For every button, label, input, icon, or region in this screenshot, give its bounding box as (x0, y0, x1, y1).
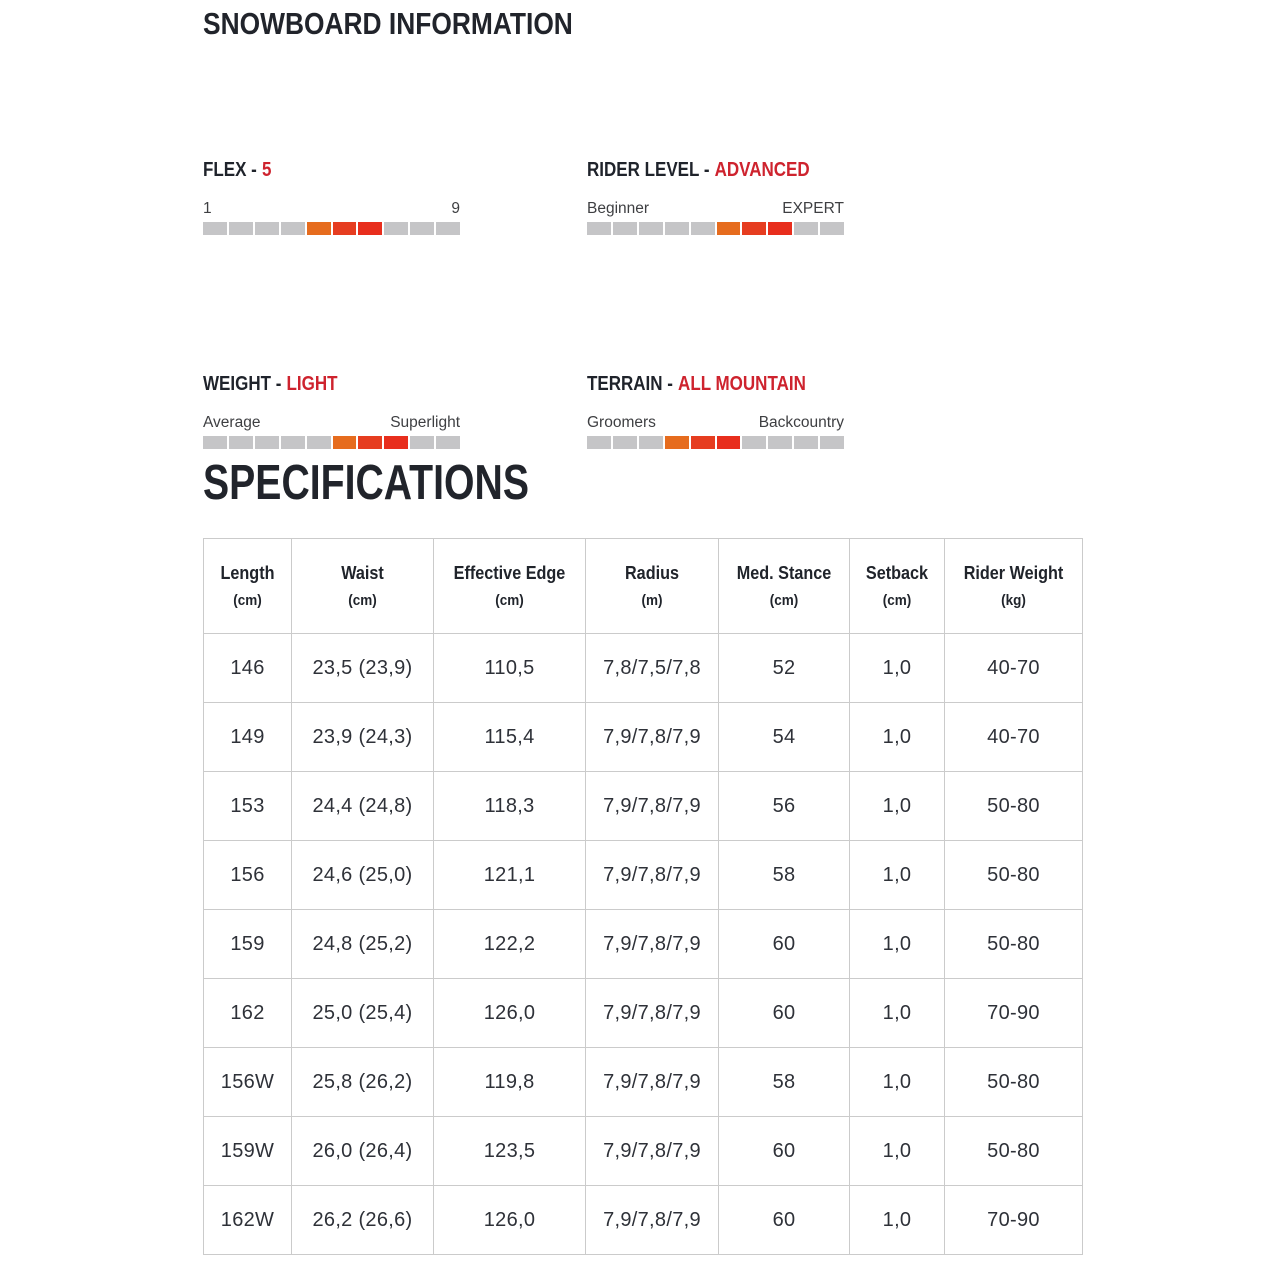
meter-segment (768, 222, 792, 235)
meter-rider-level-scale (587, 200, 844, 218)
table-cell: 25,0 (25,4) (292, 979, 434, 1048)
table-cell: 23,5 (23,9) (292, 634, 434, 703)
specifications-title: SPECIFICATIONS (203, 456, 529, 510)
table-cell: 149 (204, 703, 292, 772)
table-cell: 123,5 (434, 1117, 586, 1186)
table-cell: 60 (719, 1186, 850, 1255)
page-title: SNOWBOARD INFORMATION (203, 6, 573, 41)
table-row (204, 979, 1083, 1048)
table-cell: 1,0 (850, 634, 945, 703)
meter-segment (384, 436, 408, 449)
meter-terrain-value: ALL MOUNTAIN (678, 373, 806, 395)
table-cell: 1,0 (850, 1186, 945, 1255)
col-header-effective-edge: Effective Edge (cm) (434, 539, 586, 634)
table-cell: 7,9/7,8/7,9 (586, 1186, 719, 1255)
meter-rider-level-title (587, 159, 810, 182)
meter-segment (691, 222, 715, 235)
table-cell: 115,4 (434, 703, 586, 772)
meter-segment (717, 436, 741, 449)
table-cell: 7,9/7,8/7,9 (586, 1117, 719, 1186)
table-cell: 40-70 (945, 634, 1083, 703)
spec-table (203, 538, 1083, 1255)
meter-segment (665, 436, 689, 449)
meter-segment (665, 222, 689, 235)
meter-segment (410, 222, 434, 235)
meter-segment (333, 222, 357, 235)
table-cell: 7,9/7,8/7,9 (586, 910, 719, 979)
meter-rider-level (587, 159, 844, 235)
meter-segment (307, 222, 331, 235)
table-cell: 52 (719, 634, 850, 703)
table-row (204, 634, 1083, 703)
meter-segment (281, 436, 305, 449)
meter-terrain-scale (587, 414, 844, 432)
table-row (204, 772, 1083, 841)
table-cell: 24,4 (24,8) (292, 772, 434, 841)
table-cell: 70-90 (945, 979, 1083, 1048)
table-cell: 122,2 (434, 910, 586, 979)
meter-segment (203, 436, 227, 449)
meter-segment (613, 436, 637, 449)
table-cell: 40-70 (945, 703, 1083, 772)
table-cell: 58 (719, 1048, 850, 1117)
table-cell: 156 (204, 841, 292, 910)
meter-flex-scale (203, 200, 460, 218)
meter-flex-label: FLEX - (203, 159, 257, 181)
table-cell: 58 (719, 841, 850, 910)
table-row (204, 841, 1083, 910)
spec-table-body (204, 634, 1083, 1255)
table-cell: 7,9/7,8/7,9 (586, 1048, 719, 1117)
meter-segment (203, 222, 227, 235)
meter-terrain-scale-left: Groomers (587, 414, 656, 431)
table-cell: 118,3 (434, 772, 586, 841)
table-cell: 153 (204, 772, 292, 841)
table-cell: 50-80 (945, 910, 1083, 979)
meter-segment (333, 436, 357, 449)
table-row (204, 910, 1083, 979)
meter-rider-level-scale-left: Beginner (587, 200, 650, 217)
meter-segment (436, 222, 460, 235)
table-cell: 60 (719, 979, 850, 1048)
table-cell: 56 (719, 772, 850, 841)
spec-table-wrap (203, 538, 1083, 1255)
meter-rider-level-label: RIDER LEVEL - (587, 159, 710, 181)
table-cell: 159W (204, 1117, 292, 1186)
table-cell: 7,9/7,8/7,9 (586, 772, 719, 841)
meter-segment (613, 222, 637, 235)
table-cell: 162W (204, 1186, 292, 1255)
table-cell: 126,0 (434, 1186, 586, 1255)
col-header-length: Length (cm) (204, 539, 292, 634)
meter-segment (255, 436, 279, 449)
meter-flex-bar (203, 222, 460, 235)
meter-segment (358, 436, 382, 449)
meter-weight-scale-left: Average (203, 414, 261, 431)
table-cell: 119,8 (434, 1048, 586, 1117)
meter-segment (587, 436, 611, 449)
table-cell: 54 (719, 703, 850, 772)
col-header-radius: Radius (m) (586, 539, 719, 634)
table-cell: 1,0 (850, 841, 945, 910)
col-header-med-stance: Med. Stance (cm) (719, 539, 850, 634)
table-cell: 24,8 (25,2) (292, 910, 434, 979)
table-cell: 156W (204, 1048, 292, 1117)
table-cell: 1,0 (850, 772, 945, 841)
meter-terrain-scale-right: Backcountry (758, 414, 844, 431)
table-cell: 50-80 (945, 841, 1083, 910)
meter-weight-value: LIGHT (286, 373, 338, 395)
meter-weight (203, 373, 460, 449)
table-cell: 7,8/7,5/7,8 (586, 634, 719, 703)
meter-segment (255, 222, 279, 235)
table-cell: 50-80 (945, 1048, 1083, 1117)
table-cell: 1,0 (850, 1048, 945, 1117)
meter-segment (384, 222, 408, 235)
table-cell: 159 (204, 910, 292, 979)
meter-flex-scale-left: 1 (203, 200, 212, 217)
table-cell: 7,9/7,8/7,9 (586, 841, 719, 910)
table-cell: 70-90 (945, 1186, 1083, 1255)
meter-rider-level-value: ADVANCED (714, 159, 810, 181)
meter-segment (281, 222, 305, 235)
meter-segment (691, 436, 715, 449)
meter-terrain (587, 373, 844, 449)
meter-segment (794, 222, 818, 235)
spec-table-header (204, 539, 1083, 634)
col-header-rider-weight: Rider Weight (kg) (945, 539, 1083, 634)
meter-segment (639, 436, 663, 449)
table-cell: 26,2 (26,6) (292, 1186, 434, 1255)
meter-segment (742, 436, 766, 449)
meter-rider-level-bar (587, 222, 844, 235)
table-cell: 25,8 (26,2) (292, 1048, 434, 1117)
table-row (204, 703, 1083, 772)
table-cell: 60 (719, 910, 850, 979)
table-cell: 7,9/7,8/7,9 (586, 703, 719, 772)
meter-flex-scale-right: 9 (451, 200, 460, 217)
table-cell: 1,0 (850, 910, 945, 979)
table-cell: 26,0 (26,4) (292, 1117, 434, 1186)
table-cell: 162 (204, 979, 292, 1048)
table-row (204, 1048, 1083, 1117)
table-cell: 146 (204, 634, 292, 703)
meter-flex (203, 159, 460, 235)
meter-weight-scale-right: Superlight (390, 414, 460, 431)
meter-segment (587, 222, 611, 235)
meter-segment (639, 222, 663, 235)
table-cell: 50-80 (945, 1117, 1083, 1186)
meter-segment (820, 222, 844, 235)
header-row (204, 539, 1083, 634)
meter-weight-bar (203, 436, 460, 449)
meter-segment (794, 436, 818, 449)
table-row (204, 1117, 1083, 1186)
meter-segment (820, 436, 844, 449)
table-cell: 121,1 (434, 841, 586, 910)
meter-segment (742, 222, 766, 235)
table-cell: 50-80 (945, 772, 1083, 841)
meter-segment (436, 436, 460, 449)
table-cell: 1,0 (850, 703, 945, 772)
table-cell: 23,9 (24,3) (292, 703, 434, 772)
meter-rider-level-scale-right: EXPERT (782, 200, 844, 217)
col-header-setback: Setback (cm) (850, 539, 945, 634)
meter-flex-value: 5 (261, 159, 272, 181)
table-cell: 110,5 (434, 634, 586, 703)
meter-segment (768, 436, 792, 449)
table-cell: 24,6 (25,0) (292, 841, 434, 910)
meter-segment (717, 222, 741, 235)
meter-flex-title (203, 159, 421, 182)
table-cell: 60 (719, 1117, 850, 1186)
meter-weight-scale (203, 414, 460, 432)
meter-weight-title (203, 373, 421, 396)
meter-segment (410, 436, 434, 449)
meter-segment (358, 222, 382, 235)
meter-terrain-bar (587, 436, 844, 449)
meter-segment (229, 222, 253, 235)
table-cell: 7,9/7,8/7,9 (586, 979, 719, 1048)
table-cell: 1,0 (850, 1117, 945, 1186)
meter-weight-label: WEIGHT - (203, 373, 282, 395)
meter-terrain-title (587, 373, 805, 396)
table-cell: 126,0 (434, 979, 586, 1048)
table-row (204, 1186, 1083, 1255)
meter-segment (229, 436, 253, 449)
meter-segment (307, 436, 331, 449)
meter-terrain-label: TERRAIN - (587, 373, 673, 395)
table-cell: 1,0 (850, 979, 945, 1048)
col-header-waist: Waist (cm) (292, 539, 434, 634)
